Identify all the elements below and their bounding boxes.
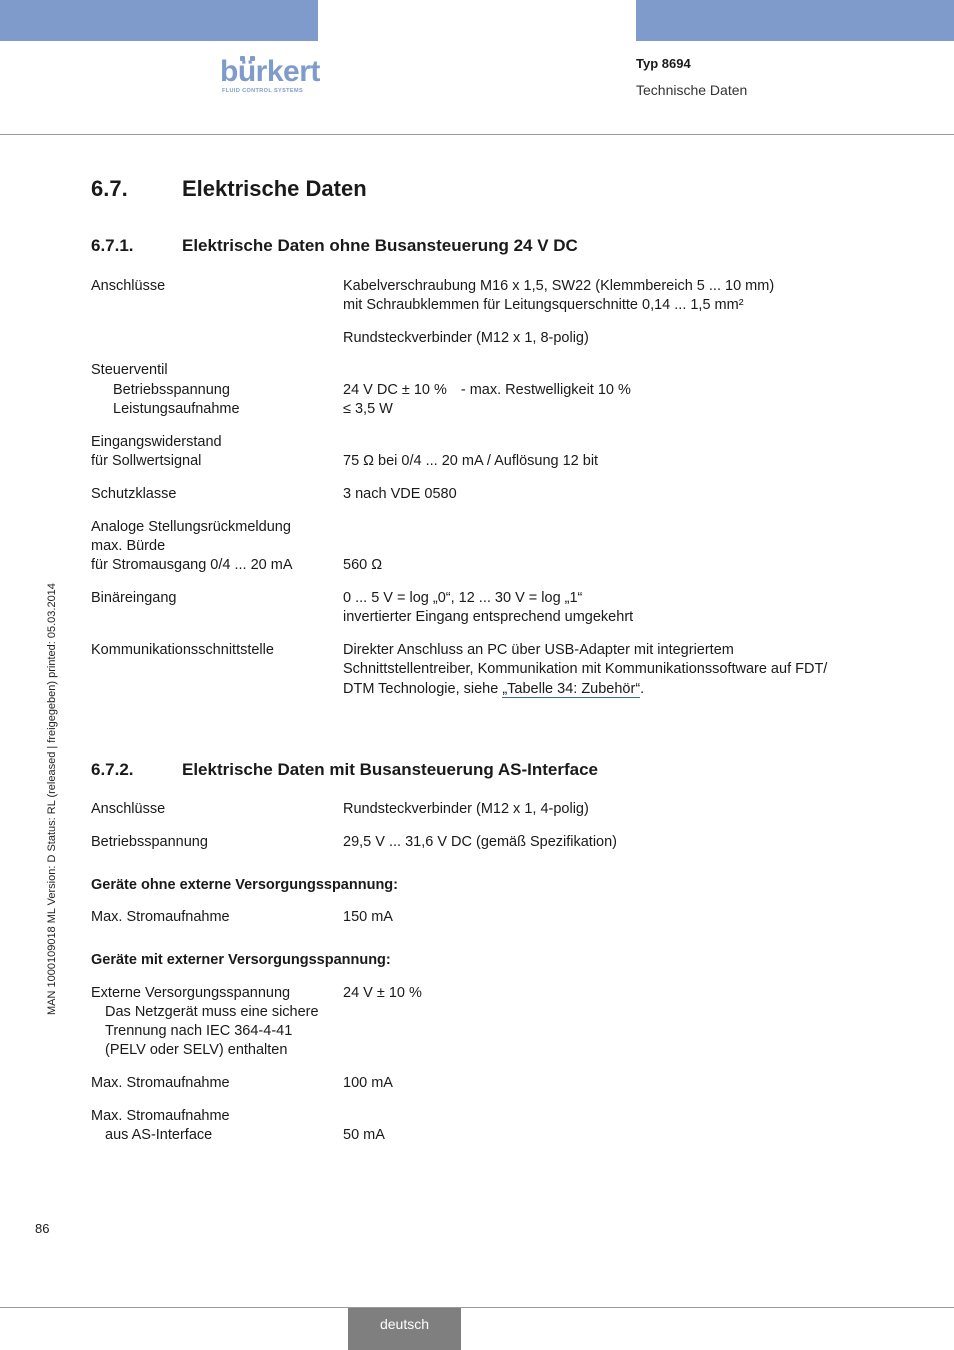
value-mit-stromaufnahme: 100 mA (343, 1075, 393, 1091)
value-anschluesse-3: Rundsteckverbinder (M12 x 1, 8-polig) (343, 330, 589, 346)
document-type: Typ 8694 (636, 56, 691, 71)
value-leistungsaufnahme: ≤ 3,5 W (343, 401, 393, 417)
heading-ohne-versorgung: Geräte ohne externe Versorgungsspannung: (91, 877, 398, 893)
value-as-betriebsspannung: 29,5 V ... 31,6 V DC (gemäß Spezifikation) (343, 834, 618, 850)
label-as-stromaufnahme: Max. Stromaufnahme (91, 1108, 230, 1124)
label-leistungsaufnahme: Leistungsaufnahme (113, 401, 240, 417)
subsection-number-2: 6.7.2. (91, 760, 134, 779)
label-binaereingang: Binäreingang (91, 590, 177, 606)
footer-divider (0, 1307, 954, 1308)
label-betriebsspannung: Betriebsspannung (113, 382, 230, 398)
value-anschluesse-1: Kabelverschraubung M16 x 1,5, SW22 (Klemmbereich 5 ... 10 mm) (343, 278, 775, 294)
note-netzgeraet-1: Das Netzgerät muss eine sichere (105, 1004, 319, 1020)
header-bar-left (0, 0, 318, 41)
label-eingangswiderstand: Eingangswiderstand (91, 434, 222, 450)
label-buerde: max. Bürde (91, 538, 166, 554)
note-netzgeraet-2: Trennung nach IEC 364-4-41 (105, 1023, 293, 1039)
label-mit-stromaufnahme: Max. Stromaufnahme (91, 1075, 230, 1091)
label-ohne-stromaufnahme: Max. Stromaufnahme (91, 909, 230, 925)
value-as-anschluesse: Rundsteckverbinder (M12 x 1, 4-polig) (343, 801, 589, 817)
value-kommunikation-2: Schnittstellentreiber, Kommunikation mit Kommunikationssoftware auf FDT/ (343, 661, 828, 677)
value-kommunikation-3-end: . (640, 681, 645, 697)
label-as-betriebsspannung: Betriebsspannung (91, 834, 208, 850)
value-binaereingang-1: 0 ... 5 V = log „0“, 12 ... 30 V = log „1“ (343, 590, 583, 606)
language-tab: deutsch (348, 1308, 461, 1350)
subsection-title-1: Elektrische Daten ohne Busansteuerung 24 V DC (182, 236, 578, 255)
subsection-heading-2 (91, 760, 598, 780)
page-number: 86 (35, 1221, 50, 1236)
value-betriebsspannung (343, 381, 631, 401)
value-kommunikation-3-text: DTM Technologie, siehe (343, 681, 503, 697)
value-kommunikation-1: Direkter Anschluss an PC über USB-Adapter mit integriertem (343, 642, 734, 658)
value-restwelligkeit: - max. Restwelligkeit 10 % (460, 382, 631, 398)
link-tabelle-zubehoer[interactable]: „Tabelle 34: Zubehör“ (502, 681, 641, 697)
label-aus-as-interface: aus AS-Interface (105, 1127, 213, 1143)
value-kommunikation-3 (343, 680, 644, 700)
value-ohne-stromaufnahme: 150 mA (343, 909, 393, 925)
value-externe-versorgung: 24 V ± 10 % (343, 985, 422, 1001)
brand-name: bürkert (220, 55, 320, 88)
label-sollwertsignal: für Sollwertsignal (91, 453, 202, 469)
subsection-title-2: Elektrische Daten mit Busansteuerung AS-Interface (182, 760, 598, 779)
value-as-stromaufnahme: 50 mA (343, 1127, 385, 1143)
value-binaereingang-2: invertierter Eingang entsprechend umgekehrt (343, 609, 634, 625)
document-meta-sidebar: MAN 1000109018 ML Version: D Status: RL (released | freigegeben) printed: 05.03.2014 (46, 583, 58, 1015)
value-anschluesse-2: mit Schraubklemmen für Leitungsquerschnitte 0,14 ... 1,5 mm² (343, 297, 744, 313)
value-schutzklasse: 3 nach VDE 0580 (343, 486, 457, 502)
label-schutzklasse: Schutzklasse (91, 486, 177, 502)
subsection-heading-1 (91, 236, 578, 256)
note-netzgeraet-3: (PELV oder SELV) enthalten (105, 1042, 288, 1058)
header-bar-right (636, 0, 954, 41)
value-betriebsspannung-main: 24 V DC ± 10 % (343, 382, 447, 398)
value-buerde: 560 Ω (343, 557, 383, 573)
heading-mit-versorgung: Geräte mit externer Versorgungsspannung: (91, 952, 391, 968)
label-anschluesse: Anschlüsse (91, 278, 166, 294)
header-divider (0, 134, 954, 135)
section-number: 6.7. (91, 176, 128, 201)
value-eingangswiderstand: 75 Ω bei 0/4 ... 20 mA / Auflösung 12 bit (343, 453, 599, 469)
section-heading (91, 176, 367, 202)
section-title: Elektrische Daten (182, 176, 367, 201)
label-steuerventil: Steuerventil (91, 362, 168, 378)
label-stellungsrueckmeldung: Analoge Stellungsrückmeldung (91, 519, 291, 535)
brand-tagline: FLUID CONTROL SYSTEMS (222, 88, 304, 94)
subsection-number-1: 6.7.1. (91, 236, 134, 255)
label-as-anschluesse: Anschlüsse (91, 801, 166, 817)
document-section: Technische Daten (636, 82, 748, 98)
label-kommunikation: Kommunikationsschnittstelle (91, 642, 274, 658)
label-externe-versorgung: Externe Versorgungsspannung (91, 985, 291, 1001)
label-stromausgang: für Stromausgang 0/4 ... 20 mA (91, 557, 293, 573)
